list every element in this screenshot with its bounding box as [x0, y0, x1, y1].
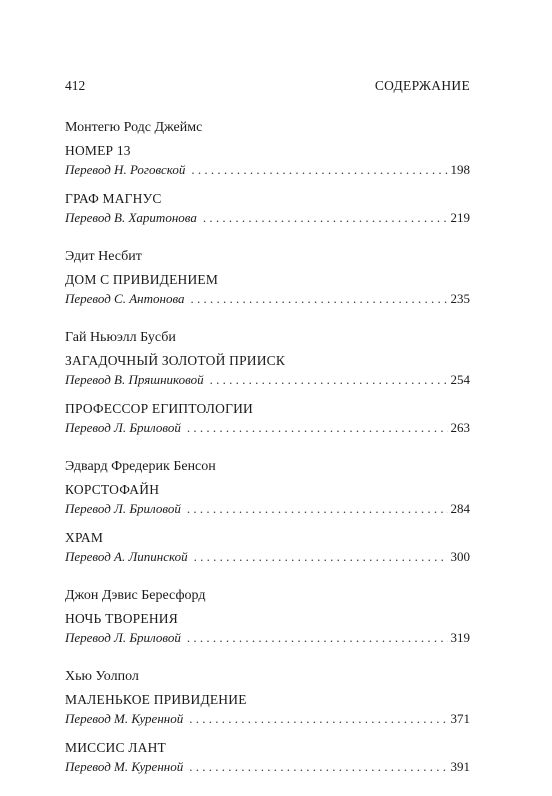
entry-page-number: 254	[450, 372, 470, 387]
translator-line	[65, 547, 470, 566]
work-title: МАЛЕНЬКОЕ ПРИВИДЕНИЕ	[65, 692, 247, 707]
work-title: НОМЕР 13	[65, 143, 131, 158]
toc-entry	[65, 609, 470, 647]
translator-credit: Перевод Н. Роговской	[65, 162, 186, 177]
work-title: НОЧЬ ТВОРЕНИЯ	[65, 611, 178, 626]
translator-credit: Перевод М. Куренной	[65, 711, 184, 726]
work-title: ГРАФ МАГНУС	[65, 191, 162, 206]
work-title: МИССИС ЛАНТ	[65, 740, 166, 755]
page-header	[65, 76, 470, 96]
dot-leader	[189, 709, 447, 728]
author-section	[65, 667, 470, 776]
entry-page-number: 263	[450, 420, 470, 435]
translator-credit: Перевод В. Пряшниковой	[65, 372, 204, 387]
dot-leader	[187, 499, 448, 518]
translator-credit: Перевод А. Липинской	[65, 549, 188, 564]
work-title: ЗАГАДОЧНЫЙ ЗОЛОТОЙ ПРИИСК	[65, 353, 286, 368]
entry-page-number: 219	[450, 210, 470, 225]
author-section	[65, 328, 470, 437]
author-name: Гай Ньюэлл Бусби	[65, 330, 176, 345]
toc-entry	[65, 141, 470, 179]
translator-credit: Перевод М. Куренной	[65, 759, 184, 774]
entry-page-number: 391	[450, 759, 470, 774]
author-name: Эдит Несбит	[65, 249, 142, 264]
toc-entry	[65, 738, 470, 776]
translator-line	[65, 499, 470, 518]
entry-page-number: 300	[450, 549, 470, 564]
author-section	[65, 118, 470, 227]
entry-page-number: 198	[450, 162, 470, 177]
dot-leader	[203, 208, 448, 227]
work-title: ДОМ С ПРИВИДЕНИЕМ	[65, 272, 219, 287]
toc-entry	[65, 480, 470, 518]
toc-entry	[65, 399, 470, 437]
author-section	[65, 457, 470, 566]
toc-entry	[65, 189, 470, 227]
translator-credit: Перевод С. Антонова	[65, 291, 185, 306]
entry-page-number: 284	[450, 501, 470, 516]
translator-credit: Перевод Л. Бриловой	[65, 420, 181, 435]
translator-line	[65, 289, 470, 308]
table-of-contents	[65, 118, 470, 796]
translator-line	[65, 208, 470, 227]
translator-line	[65, 370, 470, 389]
author-name: Эдвард Фредерик Бенсон	[65, 459, 216, 474]
dot-leader	[187, 628, 448, 647]
author-section	[65, 586, 470, 647]
toc-entry	[65, 351, 470, 389]
author-name: Монтегю Родс Джеймс	[65, 120, 203, 135]
translator-line	[65, 709, 470, 728]
translator-line	[65, 418, 470, 437]
toc-entry	[65, 270, 470, 308]
dot-leader	[187, 418, 448, 437]
work-title: ПРОФЕССОР ЕГИПТОЛОГИИ	[65, 401, 253, 416]
running-title: СОДЕРЖАНИЕ	[374, 78, 470, 93]
author-name: Хью Уолпол	[65, 669, 139, 684]
work-title: ХРАМ	[65, 530, 104, 545]
entry-page-number: 371	[450, 711, 470, 726]
toc-entry	[65, 690, 470, 728]
translator-line	[65, 160, 470, 179]
dot-leader	[191, 289, 448, 308]
page-number: 412	[65, 78, 86, 93]
work-title: КОРСТОФАЙН	[65, 482, 160, 497]
entry-page-number: 319	[450, 630, 470, 645]
dot-leader	[194, 547, 448, 566]
dot-leader	[191, 160, 447, 179]
author-name: Джон Дэвис Бересфорд	[65, 588, 206, 603]
translator-credit: Перевод В. Харитонова	[65, 210, 197, 225]
author-section	[65, 247, 470, 308]
translator-credit: Перевод Л. Бриловой	[65, 630, 181, 645]
translator-credit: Перевод Л. Бриловой	[65, 501, 181, 516]
toc-entry	[65, 528, 470, 566]
entry-page-number: 235	[450, 291, 470, 306]
dot-leader	[210, 370, 448, 389]
translator-line	[65, 628, 470, 647]
